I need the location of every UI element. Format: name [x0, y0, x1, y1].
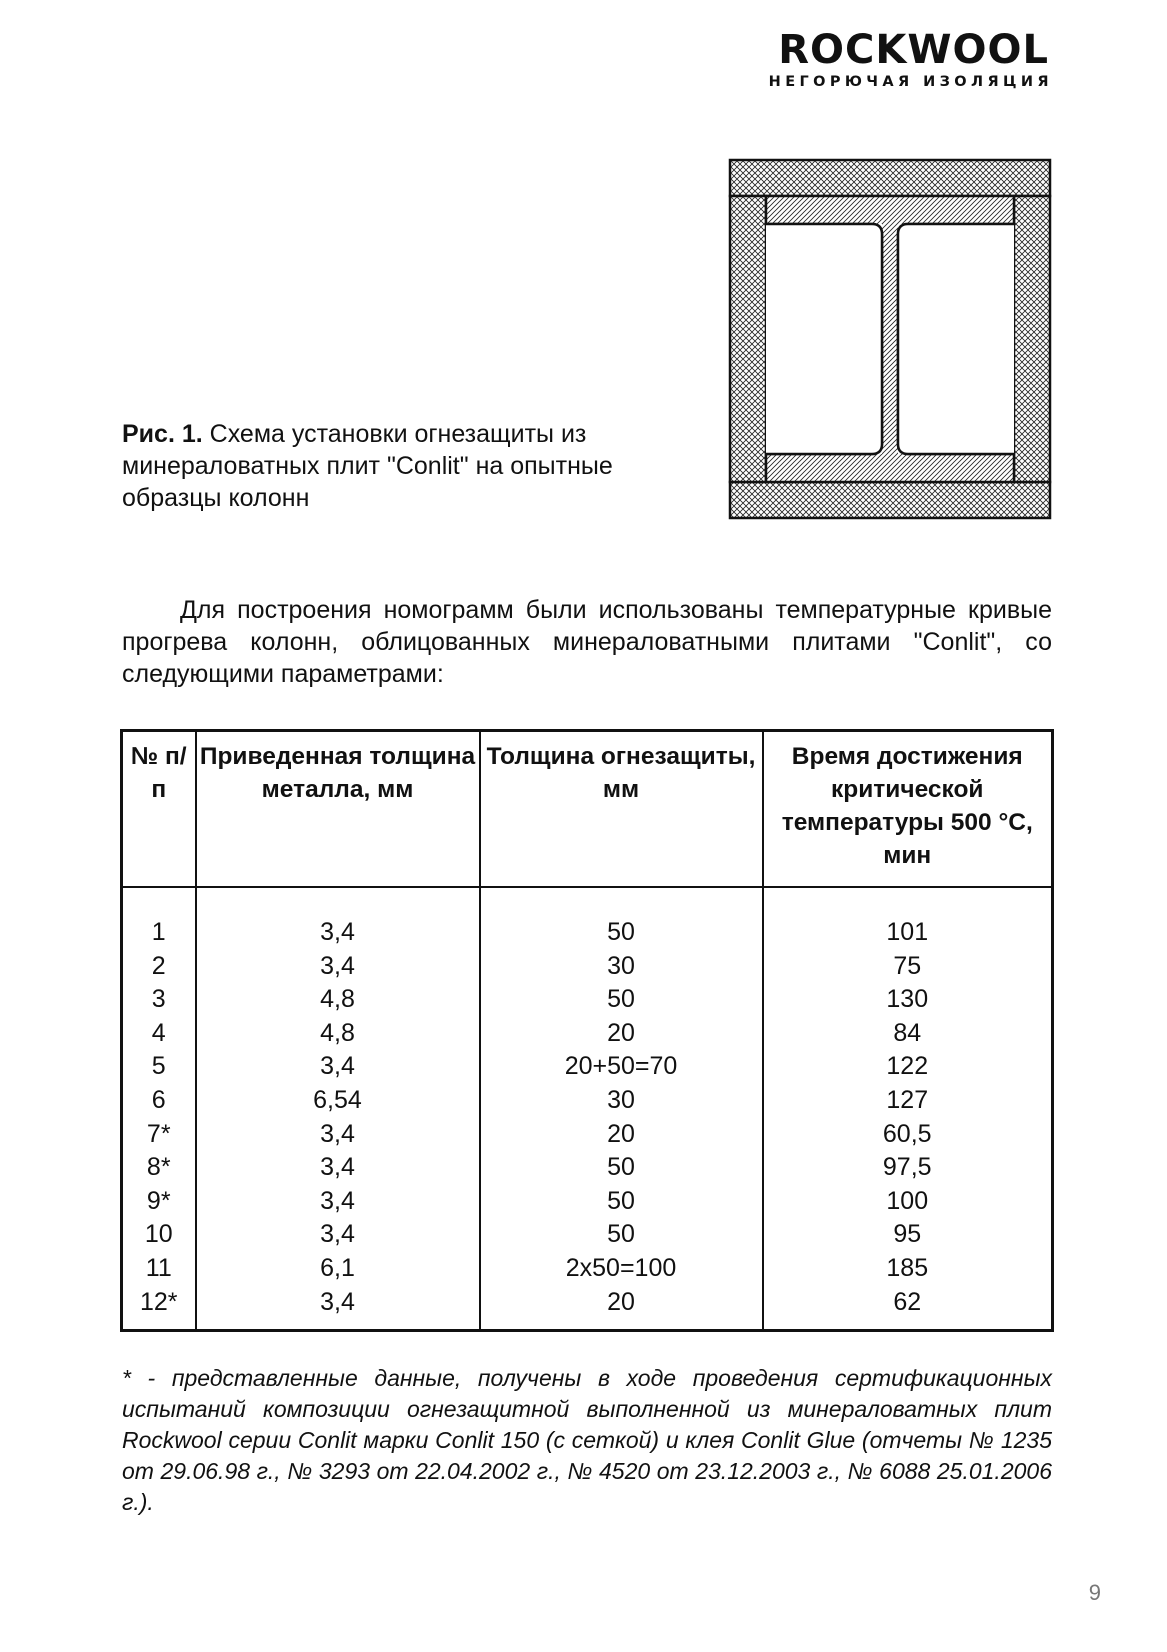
table-cell: 6	[151, 1085, 166, 1114]
table-cell: 8*	[146, 1153, 171, 1182]
table-cell: 50	[607, 918, 635, 946]
logo-tagline: НЕГОРЮЧАЯ ИЗОЛЯЦИЯ	[768, 74, 1053, 90]
footnote: * - представленные данные, получены в ходе проведения сертификационных испытаний композиции огнезащитной выполненной из минераловатных плит Rockwool серии Conlit марки Conlit 150 (с сеткой) и клея Conlit Glue (отчеты № 1235 от 29.06.98 г., № 3293 от 22.04.2002 г., № 4520 от 23.12.2003 г., № 6088 25.01.2006 г.).	[122, 1365, 1052, 1515]
header-number: № п/п	[122, 731, 196, 888]
table-cell: 60,5	[882, 1119, 932, 1148]
intro-text: Для построения номограмм были использованы температурные кривые прогрева колонн, облицованных минераловатными плитами "Conlit", со следующими параметрами:	[122, 596, 1052, 688]
table-cell: 5	[151, 1052, 166, 1081]
table-cell: 3,4	[320, 951, 355, 980]
figure-caption-text: Схема установки огнезащиты из минераловатных плит "Conlit" на опытные образцы колонн	[122, 420, 613, 512]
table-cell: 10	[144, 1220, 173, 1249]
top-board	[730, 160, 1050, 196]
table-cell: 20	[607, 1018, 635, 1047]
rockwool-logo	[768, 27, 1053, 92]
table-cell: 30	[607, 951, 635, 980]
table-cell: 75	[893, 951, 922, 980]
left-board	[730, 196, 766, 482]
header-critical-time: Время достижения критической температуры 500 °С, мин	[763, 731, 1053, 888]
column-protection-thickness	[480, 887, 763, 1331]
table-cell: 95	[893, 1220, 922, 1249]
table-cell: 20	[607, 1119, 635, 1148]
column-metal-thickness	[196, 887, 480, 1331]
table-body	[122, 887, 1053, 1331]
table-cell: 2	[151, 951, 166, 980]
table-cell: 97,5	[882, 1153, 932, 1182]
table-cell: 2х50=100	[565, 1253, 677, 1282]
table-cell: 30	[607, 1085, 635, 1114]
table-cell: 50	[607, 985, 635, 1014]
table-cell: 84	[893, 1018, 922, 1047]
table-cell: 50	[607, 1220, 635, 1249]
table-cell: 130	[886, 985, 929, 1014]
table-cell: 20+50=70	[564, 1052, 678, 1081]
table-cell: 101	[886, 918, 929, 946]
right-cavity	[898, 224, 1014, 454]
table-cell: 122	[886, 1052, 929, 1081]
parameters-table	[120, 729, 1054, 1332]
table-cell: 100	[886, 1186, 929, 1215]
table-header-row	[122, 731, 1053, 888]
table-cell: 9*	[146, 1186, 171, 1215]
header-protection-thickness: Толщина огнезащиты, мм	[480, 731, 763, 888]
table-cell: 4,8	[320, 985, 355, 1014]
table-cell: 4,8	[320, 1018, 355, 1047]
table-cell: 3,4	[320, 1052, 355, 1081]
header-metal-thickness: Приведенная толщина металла, мм	[196, 731, 480, 888]
logo-brand: ROCKWOOL	[778, 27, 1049, 73]
table-cell: 4	[151, 1018, 166, 1047]
table-cell: 1	[151, 918, 166, 946]
column-fire-protection-diagram	[728, 158, 1052, 520]
table-cell: 12*	[139, 1287, 178, 1316]
table-cell: 3,4	[320, 918, 355, 946]
intro-paragraph	[122, 594, 1052, 690]
table-cell: 11	[145, 1253, 172, 1282]
table-cell: 3,4	[320, 1186, 355, 1215]
table-cell: 3	[151, 985, 166, 1014]
bottom-board	[730, 482, 1050, 518]
table-cell: 50	[607, 1186, 635, 1215]
table-cell: 185	[886, 1253, 929, 1282]
right-board	[1014, 196, 1050, 482]
table-cell: 3,4	[320, 1153, 355, 1182]
table-cell: 127	[886, 1085, 929, 1114]
page-number: 9	[1088, 1580, 1101, 1605]
table-cell: 6,1	[320, 1253, 355, 1282]
table-cell: 50	[607, 1153, 635, 1182]
left-cavity	[766, 224, 882, 454]
column-number	[122, 887, 196, 1331]
table-cell: 3,4	[320, 1119, 355, 1148]
figure-caption-label: Рис. 1.	[122, 420, 203, 448]
table-cell: 3,4	[320, 1220, 355, 1249]
column-critical-time	[763, 887, 1053, 1331]
table-cell: 6,54	[313, 1085, 362, 1114]
table-cell: 7*	[146, 1119, 171, 1148]
table-cell: 62	[893, 1287, 922, 1316]
table-cell: 3,4	[320, 1287, 355, 1316]
figure-caption	[122, 418, 642, 514]
table-cell: 20	[607, 1287, 635, 1316]
